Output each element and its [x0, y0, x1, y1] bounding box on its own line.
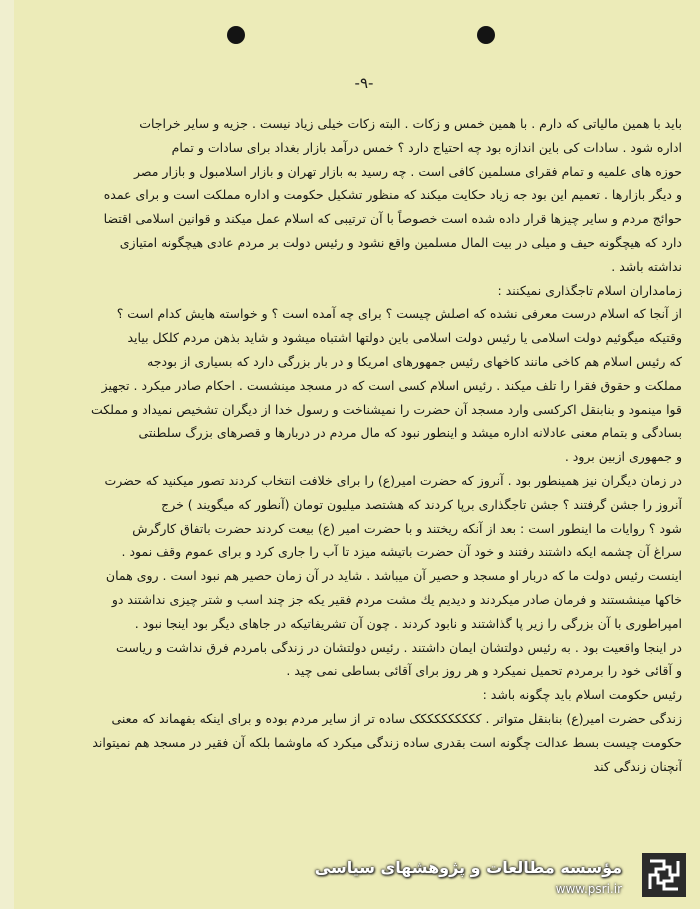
text-line: در اینجا واقعیت بود . به رئیس دولتشان ایمان داشتند . رئیس دولتشان در زندگی بامردم فرق نداشت و ریاست: [116, 639, 682, 655]
text-line: حوزه های علمیه و تمام فقرای مسلمین کافی است . چه رسید به بازار تهران و بازار اسلامبول و بازار مصر: [134, 163, 682, 179]
text-line: آنچنان زندگی کند: [593, 758, 682, 774]
text-line: و آقائی خود را برمردم تحمیل نمیکرد و هر روز برای آقائی بساطی نمی چید .: [286, 663, 682, 679]
text-line: نداشته باشد .: [611, 258, 682, 274]
text-line: از آنجا که اسلام درست معرفی نشده که اصلش چیست ؟ برای چه آمده است ؟ و خواسته هایش کدام است ؟: [116, 306, 682, 322]
text-line: بسادگی و بتمام معنی عادلانه اداره میشد و اینطور نبود که مال مردم در دربارها و قصرهای بزرگ سلطنتی: [138, 425, 682, 441]
text-line: قوا مینمود و بنابنقل اکرکسی وارد مسجد آن حضرت را نمیشناخت و رسول خدا از دیگران تشخیص نمیداد و مملکت: [90, 401, 682, 417]
text-line: دارد که هیچگونه حیف و میلی در بیت المال مسلمین واقع نشود و رئیس دولت بر مردم عادی هیچگونه امتیازی: [119, 234, 682, 250]
text-line: خاکها مینشستند و فرمان صادر میکردند و دیدیم یك مشت مردم فقیر یکه جز چند اسب و شتر چیزی نداشتند دو: [111, 591, 682, 607]
text-line: و دیگر بازارها . تعمیم این بود جه زیاد حکایت میکند که منظور تشکیل حکومت و اداره مملکت است و برای عمده: [103, 187, 682, 203]
text-line: شود ؟ روایات ما اینطور است : بعد از آنکه ریختند و با حضرت امیر (ع) بیعت کردند حضرت باتفاق کارگرش: [132, 520, 682, 536]
institute-logo-icon: [642, 853, 686, 897]
punch-hole-right: [477, 26, 495, 44]
text-line: در زمان دیگران نیز همینطور بود . آنروز که حضرت امیر(ع) را برای خلافت انتخاب کردند تصور میکنید که حضرت: [104, 472, 682, 488]
text-line: حوائج مردم و سایر چیزها قرار داده شده است خصوصاً با آن ترتیبی که اسلام عمل میکند و قوانین اسلامی اقتضا: [103, 211, 682, 227]
page-number: -۹-: [354, 74, 374, 92]
text-line: مملکت و حقوق فقرا را تلف میکند . رئیس اسلام کسی است که در مسجد مینشست . احکام صادر میکرد . تجهیز: [101, 377, 682, 393]
text-line: سراغ آن چشمه ایکه داشتند رفتند و خود آن حضرت باتیشه میزد تا آب را جاری کرد و برای عموم وقف نمود .: [121, 544, 682, 560]
text-line: که رئیس اسلام هم کاخی مانند کاخهای رئیس جمهورهای امریکا و در بار بزرگی دارد که بسیاری از بودجه: [147, 353, 682, 369]
watermark-url: www.psri.ir: [555, 882, 622, 896]
punch-hole-left: [227, 26, 245, 44]
text-line: و جمهوری ازبین برود .: [564, 449, 682, 465]
text-line: اداره شود . سادات کی باین اندازه بود چه احتیاج دارد ؟ خمس درآمد بازار بغداد برای سادات و تمام: [171, 139, 682, 155]
text-line: اینست رئیس دولت ما که دربار او مسجد و حصیر آن میباشد . شاید در آن زمان حصیر هم نبود است . روی همان: [105, 568, 682, 584]
section-heading: رئیس حکومت اسلام باید چگونه باشد :: [482, 687, 682, 703]
text-line: زندگی حضرت امیر(ع) بنابنقل متواتر . کککککککککک ساده تر از سایر مردم بوده و برای اینکه بفهماند که معنی: [111, 710, 682, 726]
text-line: وقتیکه میگوئیم دولت اسلامی یا رئیس دولت اسلامی باین دولتها اشتباه میشود و شاید بذهن مردم کلکل بیاید: [127, 330, 682, 346]
document-body: [54, 112, 682, 778]
text-line: حکومت چیست بسط عدالت چگونه است بقدری ساده زندگی میکرد که ماوشما بلکه آن فقیر در مسجد هم نمیتواند: [92, 734, 682, 750]
section-heading: زمامداران اسلام تاجگذاری نمیکنند :: [497, 282, 682, 298]
text-line: باید با همین مالیاتی که دارم . با همین خمس و زکات . البته زکات خیلی زیاد نیست . جزیه و سایر خراجات: [139, 116, 682, 131]
text-line: امپراطوری با آن بزرگی را زیر پا گذاشتند و نابود کردند . چون آن تشریفاتیکه در جاهای دیگر بود اینجا نبود .: [134, 615, 682, 631]
text-line: آنروز را جشن گرفتند ؟ جشن تاجگذاری برپا کردند که هشتصد میلیون تومان (آنطور که میگویند ) خرج: [161, 496, 682, 512]
watermark-title: مؤسسه مطالعات و پژوهشهای سیاسی: [314, 858, 622, 877]
